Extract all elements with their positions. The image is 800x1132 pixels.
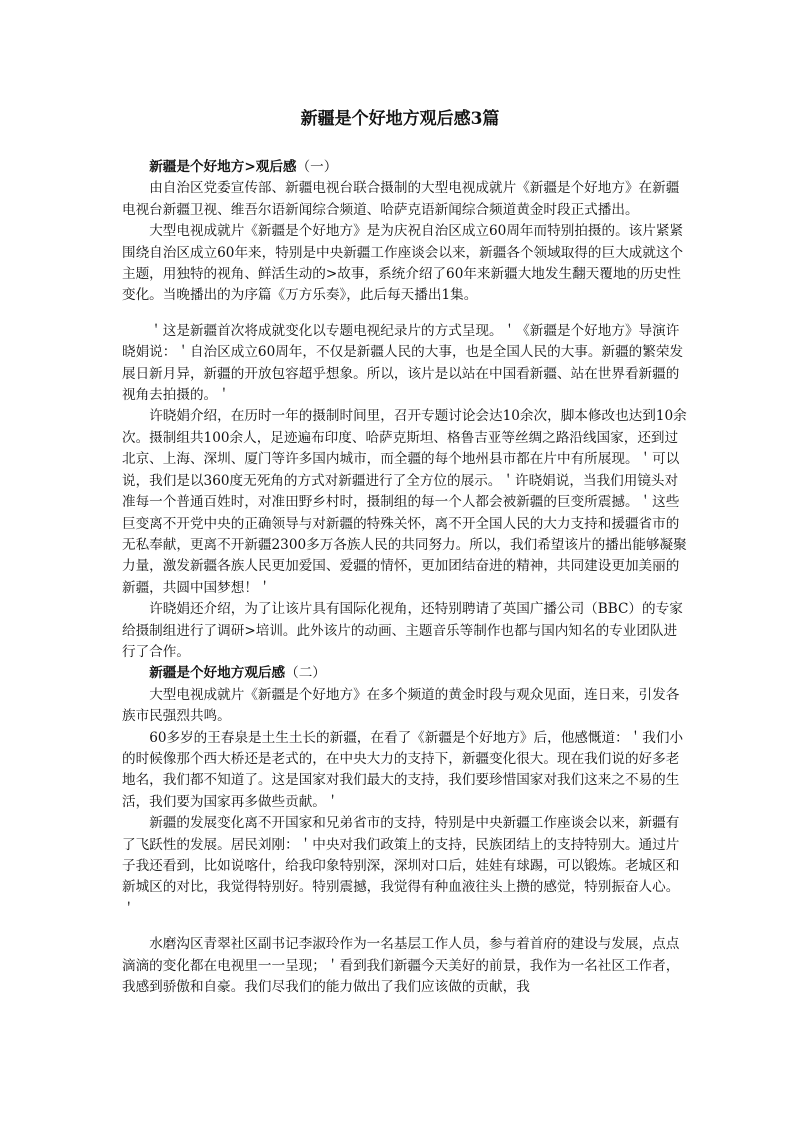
paragraph: ＇这是新疆首次将成就变化以专题电视纪录片的方式呈现。＇《新疆是个好地方》导演许晓娟说：＇自治区成立60周年，不仅是新疆人民的大事，也是全国人民的大事。新疆的繁荣发展日新月异，新疆的开放包容超乎想象。所以，该片是以站在中国看新疆、站在世界看新疆的视角去拍摄的。＇ [122, 322, 684, 404]
paragraph: 大型电视成就片《新疆是个好地方》是为庆祝自治区成立60周年而特别拍摄的。该片紧紧围绕自治区成立60年来，特别是中央新疆工作座谈会以来，新疆各个领域取得的巨大成就这个主题，用独特的视角、鲜活生动的>故事，系统介绍了60年来新疆大地发生翻天覆地的历史性变化。当晚播出的为序篇《万方乐奏》，此后每天播出1集。 [122, 223, 684, 304]
section-2-heading-number: （二） [285, 665, 326, 682]
paragraph: 水磨沟区青翠社区副书记李淑玲作为一名基层工作人员，参与着首府的建设与发展，点点滴滴的变化都在电视里一一呈现；＇看到我们新疆今天美好的前景，我作为一名社区工作者，我感到骄傲和自豪。我们尽我们的能力做出了我们应该做的贡献，我 [122, 936, 680, 996]
section-1-heading [122, 157, 688, 178]
section-2-heading [122, 663, 688, 684]
paragraph: 新疆的发展变化离不开国家和兄弟省市的支持，特别是中央新疆工作座谈会以来，新疆有了飞跃性的发展。居民刘刚：＇中央对我们政策上的支持，民族团结上的支持特别大。通过片子我还看到，比如说喀什，给我印象特别深，深圳对口后，娃娃有球踢，可以锻炼。老城区和新城区的对比，我觉得特别好。特别震撼，我觉得有种血液往头上攒的感觉，特别振奋人心。＇ [122, 815, 680, 917]
document-body [122, 157, 688, 998]
section-1-heading-text: 新疆是个好地方>观后感 [149, 159, 297, 175]
paragraph: 60多岁的王春泉是土生土长的新疆，在看了《新疆是个好地方》后，他感慨道：＇我们小的时候像那个西大桥还是老式的，在中央大力的支持下，新疆变化很大。现在我们说的好多老地名，我们都不知道了。这是国家对我们最大的支持，我们要珍惜国家对我们这来之不易的生活，我们要为国家再多做些贡献。＇ [122, 729, 684, 810]
section-1-heading-number: （一） [296, 159, 338, 175]
paragraph: 大型电视成就片《新疆是个好地方》在多个频道的黄金时段与观众见面，连日来，引发各族市民强烈共鸣。 [122, 686, 680, 725]
paragraph: 由自治区党委宣传部、新疆电视台联合摄制的大型电视成就片《新疆是个好地方》在新疆电视台新疆卫视、维吾尔语新闻综合频道、哈萨克语新闻综合频道黄金时段正式播出。 [122, 180, 680, 218]
paragraph: 许晓娟还介绍，为了让该片具有国际化视角，还特别聘请了英国广播公司（BBC）的专家给摄制组进行了调研>培训。此外该片的动画、主题音乐等制作也都与国内知名的专业团队进行了合作。 [122, 601, 683, 660]
document-title: 新疆是个好地方观后感3篇 [300, 109, 500, 129]
paragraph: 许晓娟介绍，在历时一年的摄制时间里，召开专题讨论会达10余次，脚本修改也达到10余次。摄制组共100余人，足迹遍布印度、哈萨克斯坦、格鲁吉亚等丝绸之路沿线国家，还到过北京、上海、深圳、厦门等许多国内城市，而全疆的每个地州县市都在片中有所展现。＇可以说，我们是以360度无死角的方式对新疆进行了全方位的展示。＇许晓娟说，当我们用镜头对准每一个普通百姓时，对准田野乡村时，摄制组的每一个人都会被新疆的巨变所震撼。＇这些巨变离不开党中央的正确领导与对新疆的特殊关怀，离不开全国人民的大力支持和援疆省市的无私奉献，更离不开新疆2300多万各族人民的共同努力。所以，我们希望该片的播出能够凝聚力量，激发新疆各族人民更加爱国、爱疆的情怀，更加团结奋进的精神，共同建设更加美丽的新疆，共圆中国梦想！＇ [122, 408, 687, 596]
section-2-heading-text: 新疆是个好地方观后感 [149, 665, 286, 682]
